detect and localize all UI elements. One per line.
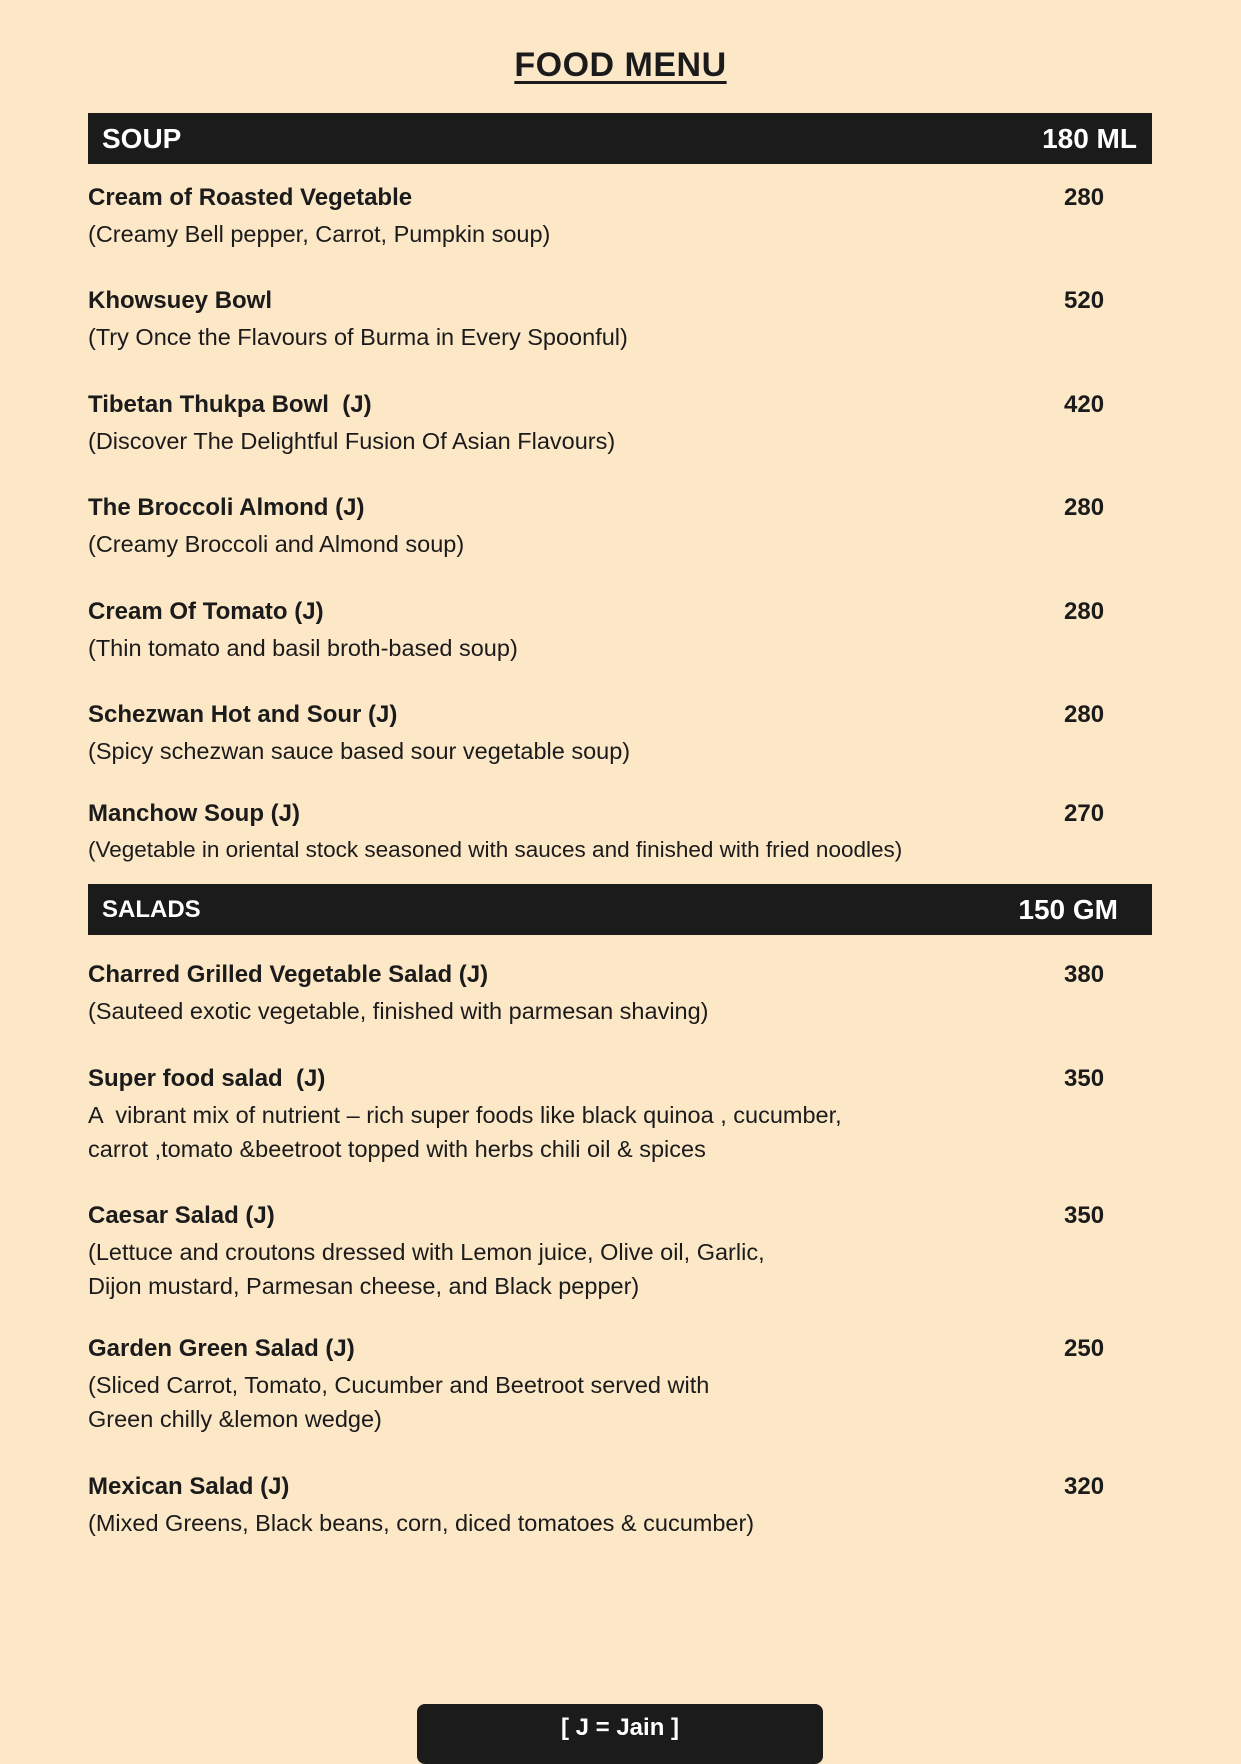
item-price: 520 — [1064, 287, 1105, 314]
item-description: (Discover The Delightful Fusion Of Asian Flavours) — [88, 428, 616, 454]
section-portion: 180 ML — [1042, 122, 1137, 154]
item-price: 420 — [1064, 391, 1105, 418]
menu-item — [88, 799, 1152, 867]
menu-item — [88, 1064, 1152, 1166]
item-price: 280 — [1064, 701, 1105, 728]
item-name: Manchow Soup (J) — [88, 800, 300, 827]
section-header-salads — [88, 884, 1152, 935]
item-name: Charred Grilled Vegetable Salad (J) — [88, 961, 489, 988]
menu-item — [88, 493, 1152, 561]
menu-item — [88, 1334, 1152, 1436]
item-description: (Sliced Carrot, Tomato, Cucumber and Beetroot served with Green chilly &lemon wedge) — [88, 1372, 710, 1432]
section-portion: 150 GM — [1018, 893, 1118, 925]
item-description: A vibrant mix of nutrient – rich super foods like black quinoa , cucumber, carrot ,tomato &beetroot topped with herbs chili oil & spices — [88, 1102, 842, 1162]
item-name: The Broccoli Almond (J) — [88, 494, 365, 521]
section-header-soup — [88, 113, 1152, 164]
item-price: 350 — [1064, 1202, 1105, 1229]
menu-item — [88, 1472, 1152, 1540]
item-description: (Sauteed exotic vegetable, finished with parmesan shaving) — [88, 998, 709, 1024]
menu-item — [88, 183, 1152, 251]
item-price: 280 — [1064, 598, 1105, 625]
item-name: Caesar Salad (J) — [88, 1202, 275, 1229]
item-price: 280 — [1064, 184, 1105, 211]
menu-item — [88, 390, 1152, 458]
item-description: (Vegetable in oriental stock seasoned with sauces and finished with fried noodles) — [88, 837, 903, 862]
menu-item — [88, 700, 1152, 768]
item-name: Cream Of Tomato (J) — [88, 598, 324, 625]
item-description: (Mixed Greens, Black beans, corn, diced tomatoes & cucumber) — [88, 1510, 755, 1536]
item-price: 250 — [1064, 1335, 1105, 1362]
section-name: SOUP — [102, 122, 182, 154]
menu-item — [88, 960, 1152, 1028]
item-name: Tibetan Thukpa Bowl (J) — [88, 391, 372, 418]
item-description: (Spicy schezwan sauce based sour vegetable soup) — [88, 738, 631, 764]
item-name: Super food salad (J) — [88, 1065, 326, 1092]
menu-item — [88, 597, 1152, 665]
menu-item — [88, 286, 1152, 354]
item-description: (Try Once the Flavours of Burma in Every Spoonful) — [88, 324, 628, 350]
item-name: Garden Green Salad (J) — [88, 1335, 355, 1362]
item-description: (Creamy Broccoli and Almond soup) — [88, 531, 465, 557]
item-description: (Lettuce and croutons dressed with Lemon juice, Olive oil, Garlic, Dijon mustard, Parmesan cheese, and Black pepper) — [88, 1239, 765, 1299]
item-price: 380 — [1064, 961, 1105, 988]
item-description: (Creamy Bell pepper, Carrot, Pumpkin soup) — [88, 221, 551, 247]
item-name: Schezwan Hot and Sour (J) — [88, 701, 398, 728]
item-name: Cream of Roasted Vegetable — [88, 184, 413, 211]
item-price: 270 — [1064, 800, 1105, 827]
item-description: (Thin tomato and basil broth-based soup) — [88, 635, 518, 661]
item-price: 320 — [1064, 1473, 1105, 1500]
menu-title: FOOD MENU — [514, 46, 727, 84]
item-price: 350 — [1064, 1065, 1105, 1092]
section-name: SALADS — [102, 895, 201, 923]
item-name: Khowsuey Bowl — [88, 287, 273, 314]
item-name: Mexican Salad (J) — [88, 1473, 290, 1500]
legend-badge: [ J = Jain ] — [417, 1704, 823, 1764]
menu-item — [88, 1201, 1152, 1303]
item-price: 280 — [1064, 494, 1105, 521]
